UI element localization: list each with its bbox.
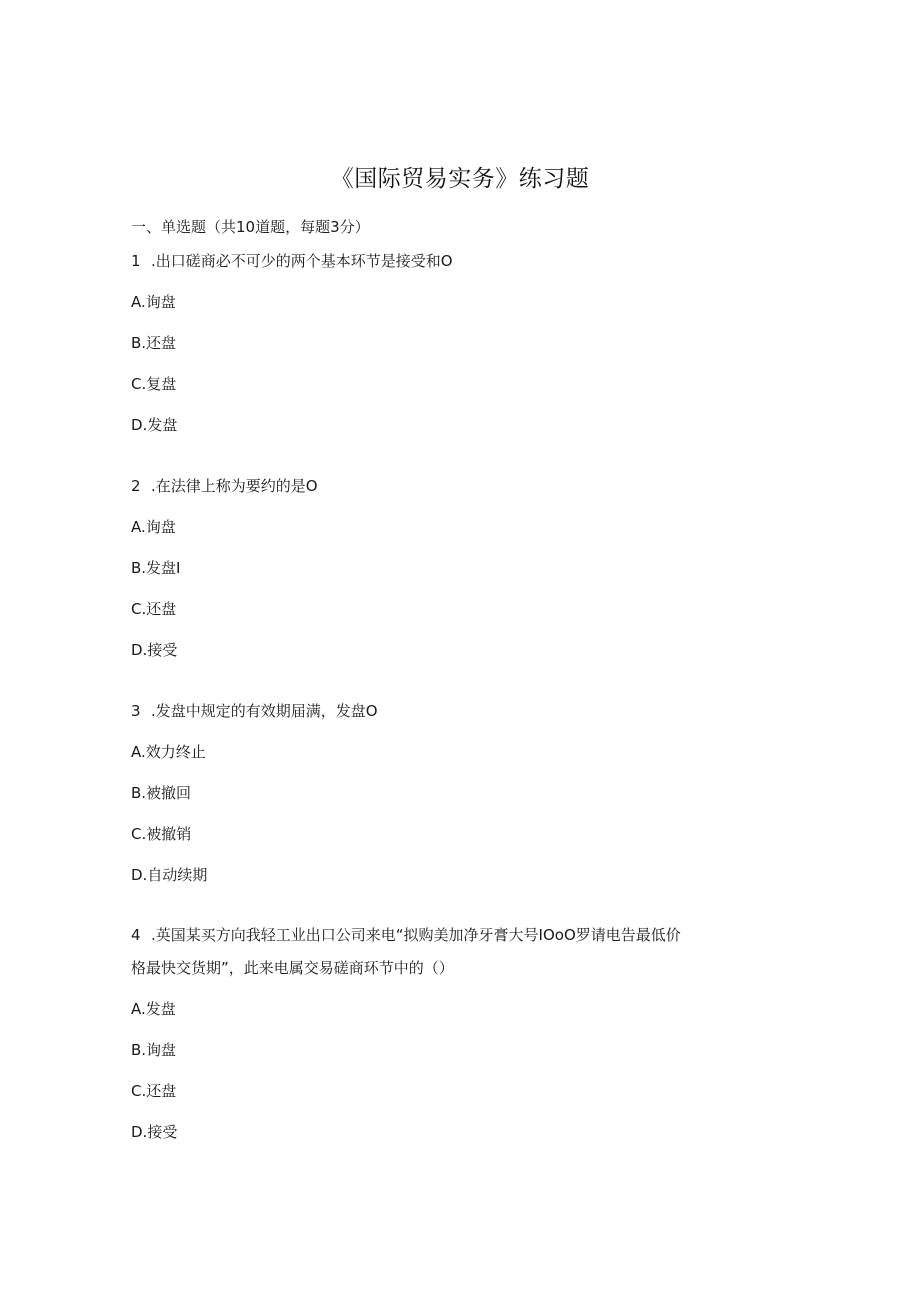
option-b: B.还盘 [131,334,177,352]
question-number: 3 [131,702,141,720]
option-c: C.还盘 [131,600,177,618]
option-a: A.发盘 [131,1000,176,1018]
section-heading: 一、单选题（共10道题，每题3分） [131,218,370,236]
question-text: .出口磋商必不可少的两个基本环节是接受和O [151,252,453,270]
option-d: D.接受 [131,641,178,659]
option-list [131,993,791,1157]
option-c: C.复盘 [131,375,177,393]
option-list [131,511,791,675]
option-b: B.发盘I [131,559,181,577]
option-c: C.还盘 [131,1082,177,1100]
question-number: 1 [131,252,141,270]
option-a: A.效力终止 [131,743,206,761]
option-d: D.接受 [131,1123,178,1141]
option-b: B.被撤回 [131,784,192,802]
question-stem [131,695,791,728]
question-text: .在法律上称为要约的是O [151,477,318,495]
question-text: .发盘中规定的有效期届满，发盘O [151,702,378,720]
question-stem-continued: 格最快交货期”，此来电属交易磋商环节中的（） [131,959,454,977]
option-b: B.询盘 [131,1041,177,1059]
option-list [131,736,791,900]
option-a: A.询盘 [131,518,176,536]
question-3 [131,695,791,900]
option-d: D.发盘 [131,416,178,434]
question-1 [131,245,791,450]
question-stem [131,245,791,278]
question-stem [131,919,791,952]
option-c: C.被撤销 [131,825,192,843]
question-4 [131,919,791,1157]
question-2 [131,470,791,675]
question-text: .英国某买方向我轻工业出口公司来电“拟购美加净牙膏大号IOoO罗请电告最低价 [151,926,681,944]
option-d: D.自动续期 [131,866,208,884]
question-stem [131,470,791,503]
question-number: 2 [131,477,141,495]
question-number: 4 [131,926,141,944]
option-a: A.询盘 [131,293,176,311]
page-title: 《国际贸易实务》练习题 [330,166,590,192]
option-list [131,286,791,450]
